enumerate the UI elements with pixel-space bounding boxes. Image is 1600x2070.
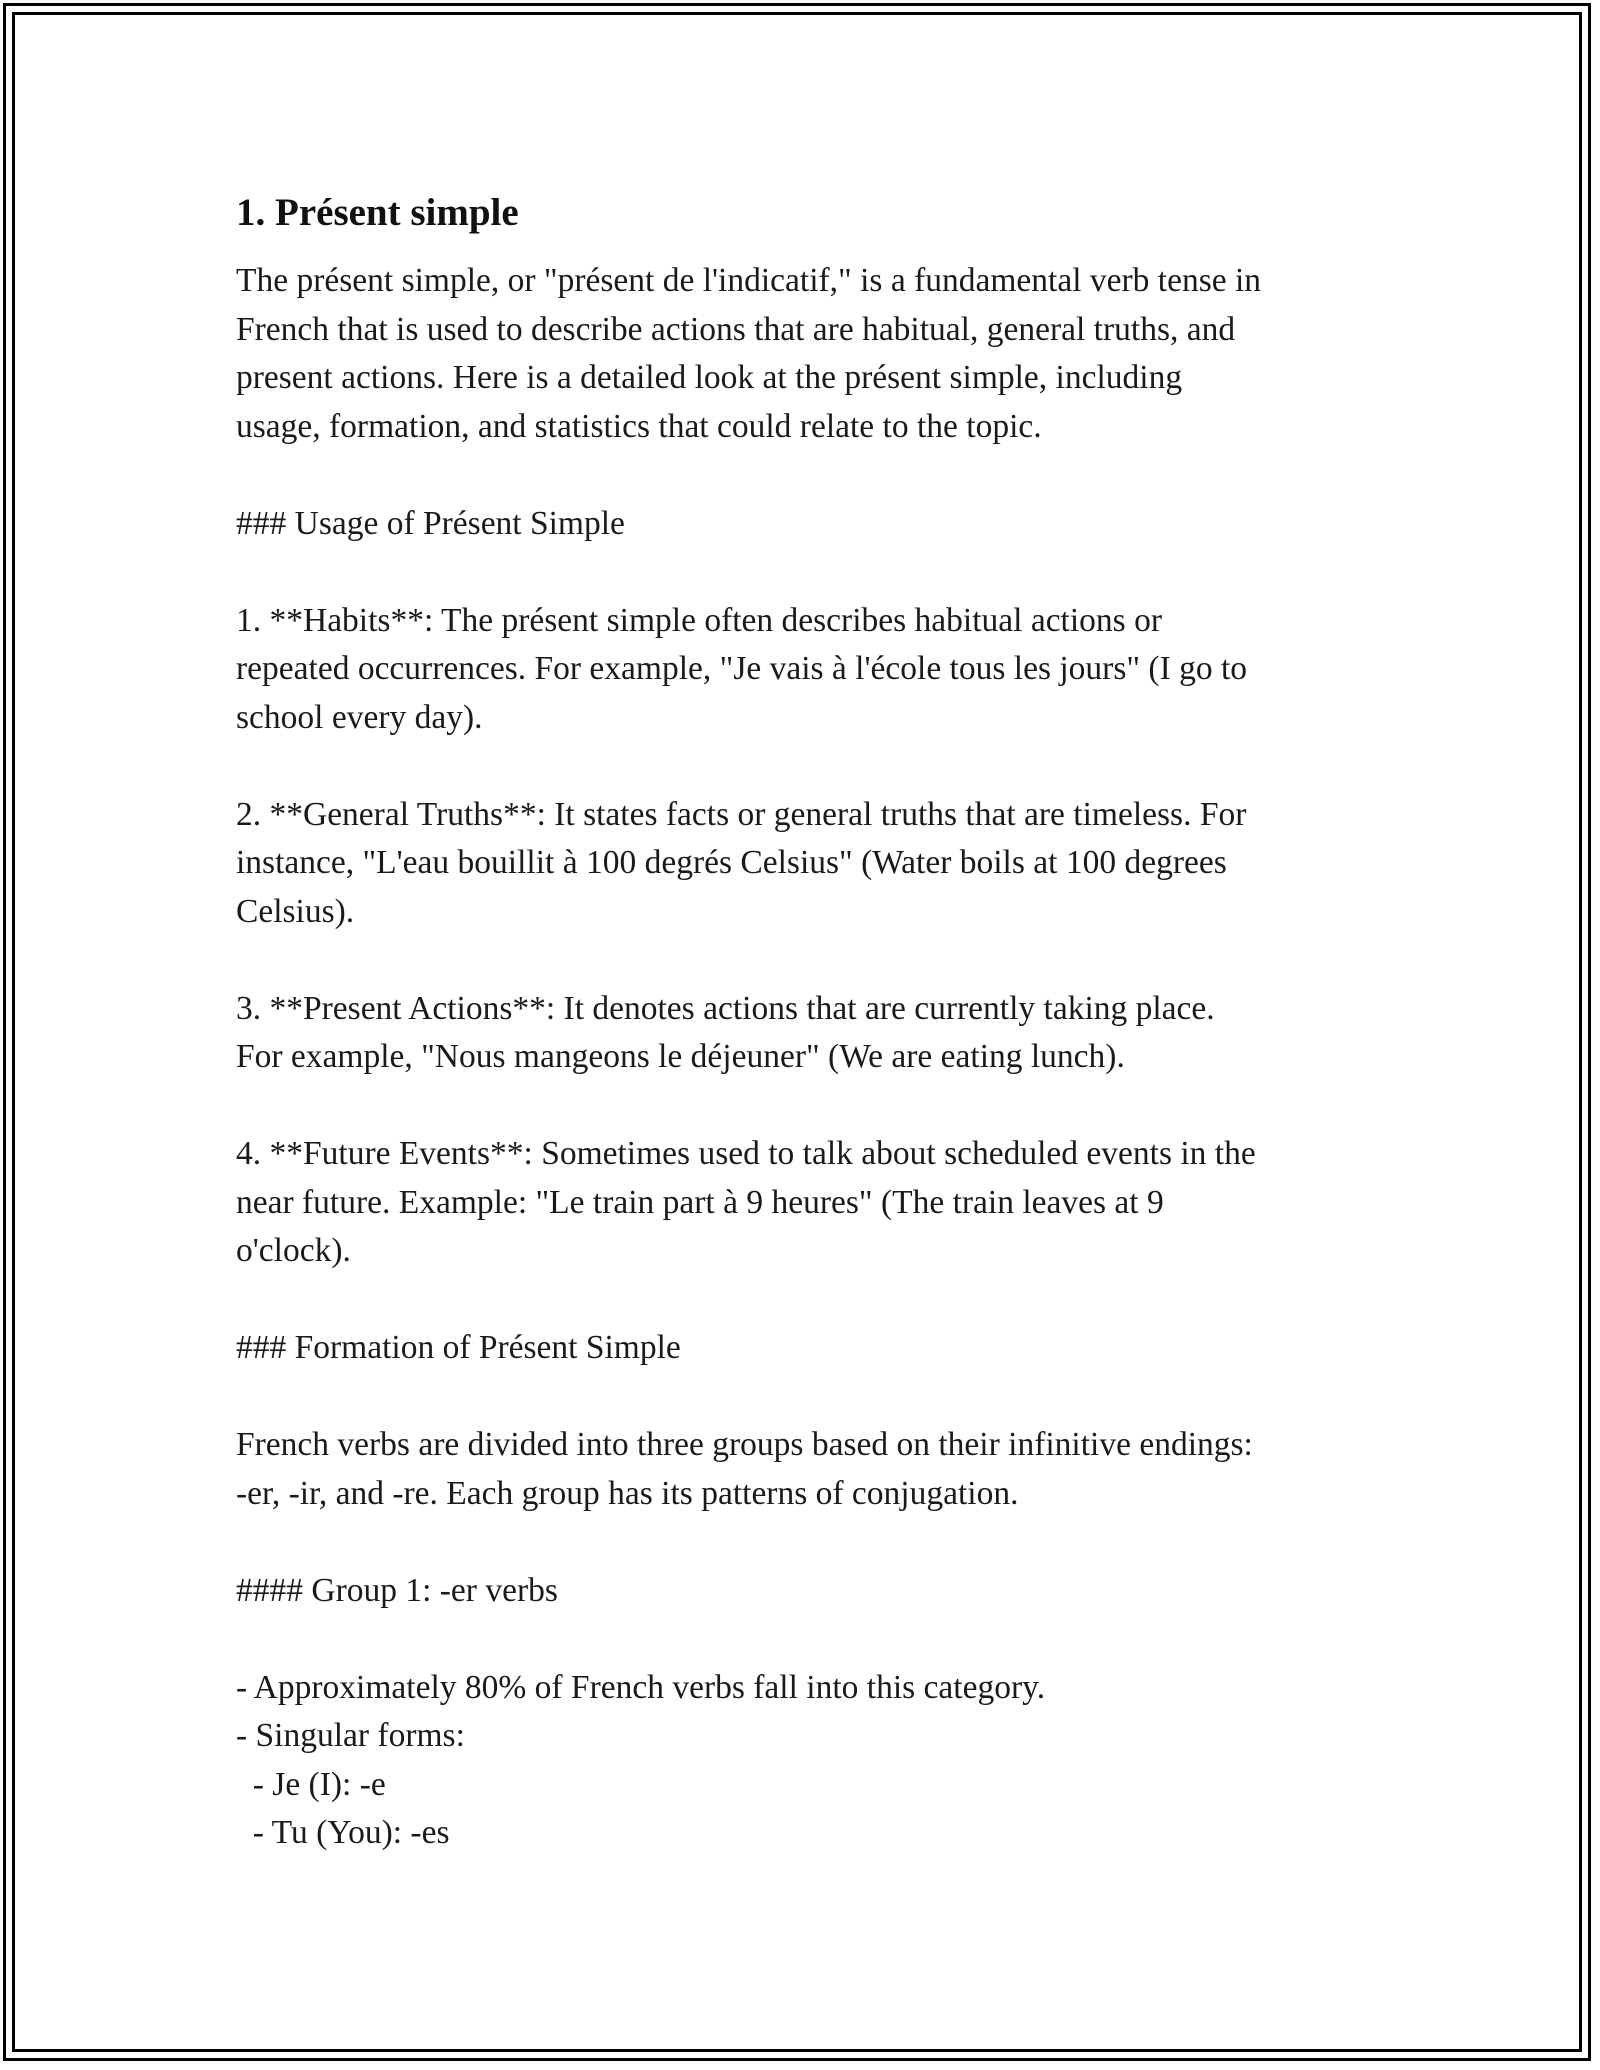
- blank-line: [236, 936, 1396, 985]
- blank-line: [236, 1373, 1396, 1422]
- document-content: [236, 185, 1396, 1858]
- usage-item-present-actions: 3. **Present Actions**: It denotes actions that are currently taking place. For example, "Nous mangeons le déjeuner" (We are eating lunch).: [236, 989, 1215, 1075]
- formation-paragraph: French verbs are divided into three groups based on their infinitive endings: -er, -ir, and -re. Each group has its patterns of conjugation.: [236, 1426, 1253, 1512]
- blank-line: [236, 451, 1396, 500]
- blank-line: [236, 742, 1396, 791]
- usage-item-general-truths: 2. **General Truths**: It states facts or general truths that are timeless. For instance, "L'eau bouillit à 100 degrés Celsius" (Water boils at 100 degrees Celsius).: [236, 795, 1247, 930]
- blank-line: [236, 1615, 1396, 1664]
- intro-paragraph: The présent simple, or "présent de l'indicatif," is a fundamental verb tense in French that is used to describe actions that are habitual, general truths, and present actions. Here is a detailed look at the présent simple, including usage, formation, and statistics that could relate to the topic.: [236, 262, 1262, 445]
- usage-item-future-events: 4. **Future Events**: Sometimes used to talk about scheduled events in the near future. Example: "Le train part à 9 heures" (The train leaves at 9 o'clock).: [236, 1135, 1256, 1269]
- blank-line: [236, 548, 1396, 597]
- usage-heading: ### Usage of Présent Simple: [236, 504, 625, 542]
- page-title: 1. Présent simple: [236, 191, 519, 234]
- blank-line: [236, 1518, 1396, 1567]
- blank-line: [236, 1276, 1396, 1325]
- group1-heading: #### Group 1: -er verbs: [236, 1571, 558, 1609]
- group1-list: - Approximately 80% of French verbs fall into this category. - Singular forms: - Je (I): -e - Tu (You): -es: [236, 1668, 1046, 1851]
- formation-heading: ### Formation of Présent Simple: [236, 1329, 681, 1366]
- usage-item-habits: 1. **Habits**: The présent simple often describes habitual actions or repeated occurrences. For example, "Je vais à l'école tous les jours" (I go to school every day).: [236, 601, 1248, 736]
- blank-line: [236, 1082, 1396, 1131]
